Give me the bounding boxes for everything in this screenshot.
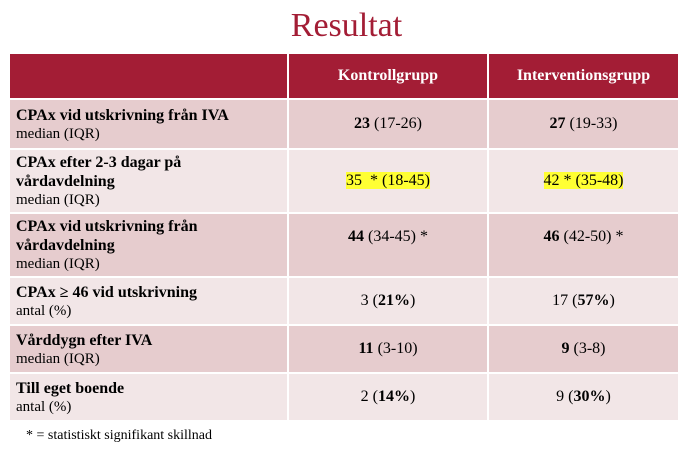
kontroll-median: 44 bbox=[348, 228, 364, 245]
row-label: Vårddygn efter IVA bbox=[16, 331, 153, 349]
table-row bbox=[10, 149, 678, 213]
table-row bbox=[10, 325, 678, 373]
table-row bbox=[10, 373, 678, 421]
kontroll-value bbox=[288, 149, 488, 213]
intervention-percent: 57% bbox=[577, 292, 610, 309]
table-header-row bbox=[10, 54, 678, 99]
kontroll-percent: 14% bbox=[378, 388, 410, 405]
kontroll-iqr: (3-10) bbox=[373, 340, 418, 357]
intervention-value bbox=[488, 149, 678, 213]
kontroll-count: 2 ( bbox=[360, 388, 378, 405]
kontroll-value bbox=[288, 325, 488, 373]
kontroll-paren: ) bbox=[410, 292, 416, 309]
row-label: CPAx vid utskrivning från IVA bbox=[16, 106, 229, 124]
intervention-value bbox=[488, 325, 678, 373]
row-label-cell bbox=[10, 325, 288, 373]
row-sublabel: antal (%) bbox=[16, 302, 72, 319]
row-sublabel: median (IQR) bbox=[16, 256, 100, 272]
kontroll-value bbox=[288, 373, 488, 421]
intervention-median: 46 bbox=[543, 228, 560, 245]
row-label-cell bbox=[10, 373, 288, 421]
intervention-percent: 30% bbox=[573, 388, 606, 405]
row-sublabel: antal (%) bbox=[16, 398, 72, 415]
row-label: CPAx ≥ 46 vid utskrivning bbox=[16, 283, 197, 301]
kontroll-value bbox=[288, 213, 488, 277]
kontroll-iqr: (34-45) * bbox=[364, 228, 428, 245]
kontroll-percent: 21% bbox=[378, 292, 410, 309]
row-sublabel: median (IQR) bbox=[16, 125, 100, 142]
intervention-count: 9 ( bbox=[556, 388, 574, 405]
intervention-iqr: (19-33) bbox=[565, 115, 618, 132]
row-label: Till eget boende bbox=[16, 379, 125, 397]
header-empty bbox=[10, 54, 288, 99]
intervention-value bbox=[488, 99, 678, 149]
intervention-count: 17 ( bbox=[552, 292, 578, 309]
row-label-cell bbox=[10, 213, 288, 277]
intervention-value bbox=[488, 213, 678, 277]
intervention-value bbox=[488, 373, 678, 421]
row-label: CPAx efter 2-3 dagar på vårdavdelning bbox=[16, 154, 182, 190]
intervention-highlighted-value: 42 * (35-48) bbox=[543, 172, 624, 189]
row-sublabel: median (IQR) bbox=[16, 350, 100, 367]
kontroll-highlighted-value: 35 * (18-45) bbox=[346, 172, 430, 189]
intervention-value bbox=[488, 277, 678, 325]
page-title: Resultat bbox=[290, 7, 403, 44]
table-row bbox=[10, 99, 678, 149]
row-label-cell bbox=[10, 99, 288, 149]
header-interventionsgrupp: Interventionsgrupp bbox=[488, 54, 678, 99]
table-row bbox=[10, 213, 678, 277]
kontroll-iqr: (17-26) bbox=[370, 115, 422, 132]
intervention-iqr: (42-50) * bbox=[559, 228, 624, 245]
intervention-paren: ) bbox=[605, 388, 611, 405]
footnote: * = statistiskt signifikant skillnad bbox=[26, 428, 213, 443]
row-sublabel: median (IQR) bbox=[16, 192, 100, 208]
kontroll-value bbox=[288, 277, 488, 325]
intervention-median: 27 bbox=[549, 115, 566, 132]
row-label-cell bbox=[10, 149, 288, 213]
intervention-iqr: (3-8) bbox=[569, 340, 606, 357]
intervention-median: 9 bbox=[561, 340, 570, 357]
kontroll-median: 11 bbox=[358, 340, 374, 357]
table-row bbox=[10, 277, 678, 325]
kontroll-paren: ) bbox=[410, 388, 416, 405]
kontroll-value bbox=[288, 99, 488, 149]
results-table bbox=[10, 54, 678, 422]
intervention-paren: ) bbox=[609, 292, 615, 309]
row-label: CPAx vid utskrivning från vårdavdelning bbox=[16, 218, 198, 254]
header-kontrollgrupp: Kontrollgrupp bbox=[288, 54, 488, 99]
row-label-cell bbox=[10, 277, 288, 325]
kontroll-median: 23 bbox=[354, 115, 370, 132]
kontroll-count: 3 ( bbox=[360, 292, 378, 309]
